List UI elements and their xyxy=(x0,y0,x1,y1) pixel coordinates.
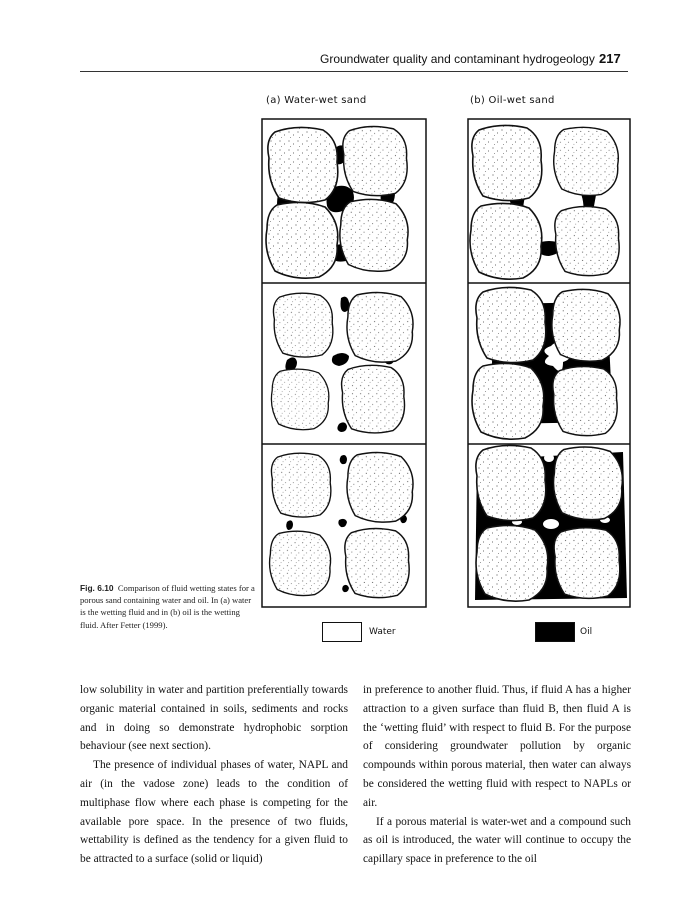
panel-a-row-3 xyxy=(270,453,413,598)
legend-water-label: Water xyxy=(369,627,396,637)
panel-b-row-2 xyxy=(472,287,620,439)
header-rule xyxy=(80,71,628,72)
left-paragraph-1: low solubility in water and partition preferentially towards organic material contained in soils, sediments and rocks and in doing so demonstrate hydrophobic sorption behaviour (see next section). xyxy=(80,684,348,753)
panel-b-label: (b) Oil-wet sand xyxy=(470,95,555,106)
right-column xyxy=(363,681,631,869)
legend-oil-swatch xyxy=(535,622,575,642)
panel-a-row-2 xyxy=(271,293,413,433)
right-paragraph-2: If a porous material is water-wet and a compound such as oil is introduced, the water will continue to occupy the capillary space in preference to the oil xyxy=(363,815,631,866)
panel-a-label: (a) Water-wet sand xyxy=(266,95,367,106)
panel-b-row-3 xyxy=(475,445,627,601)
panel-a-row-1 xyxy=(266,127,408,279)
legend-water-swatch xyxy=(322,622,362,642)
caption-text: Comparison of fluid wetting states for a porous sand containing water and oil. In (a) water is the wetting fluid and in (b) oil is the wetting fluid. After Fetter (1999). xyxy=(80,583,255,630)
right-paragraph-1: in preference to another fluid. Thus, if fluid A has a higher attraction to a given surface than fluid B, then fluid A is the ‘wetting fluid’ with respect to fluid B. For the purpose of considering groundwater pollution by organic compounds within porous material, then water can always be considered the wetting fluid with respect to NAPLs or air. xyxy=(363,684,631,809)
caption-label: Fig. 6.10 xyxy=(80,583,114,593)
panel-b-row-1 xyxy=(470,125,619,279)
legend-oil-label: Oil xyxy=(580,627,593,637)
left-paragraph-2: The presence of individual phases of water, NAPL and air (in the vadose zone) leads to the condition of multiphase flow where each phase is competing for the available pore space. In the presence of two fluids, wettability is defined as the tendency for a given fluid to be attracted to a surface (solid or liquid) xyxy=(80,759,348,866)
running-header xyxy=(320,51,621,66)
figure-caption xyxy=(80,582,255,631)
running-title: Groundwater quality and contaminant hydrogeology xyxy=(320,52,595,66)
wetting-figure xyxy=(261,118,631,608)
left-column xyxy=(80,681,348,869)
page-number: 217 xyxy=(599,51,621,66)
